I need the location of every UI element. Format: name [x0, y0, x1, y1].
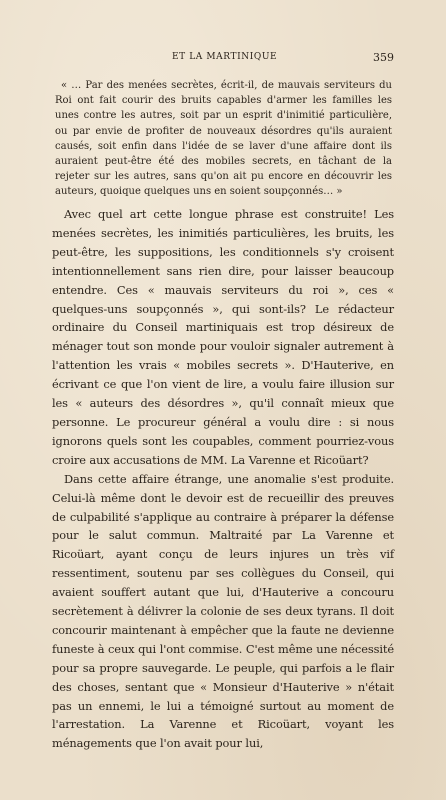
running-title: ET LA MARTINIQUE — [172, 52, 278, 62]
paragraph-1: Avec quel art cette longue phrase est construite! Les menées secrètes, les inimitiés particulières, les bruits, les peut-être, les suppositions, les conditionnels s'y croisent intentionnellement sans rien dire, pour laisser beaucoup entendre. Ces « mauvais serviteurs du roi », ces « quelques-uns soupçonnés », qui sont-ils? Le rédacteur ordinaire du Conseil martiniquais est trop désireux de ménager tout son monde pour vouloir signaler autrement à l'attention les vrais « mobiles secrets ». D'Hauterive, en écrivant ce que l'on vient de lire, a voulu faire illusion sur les « auteurs des désordres », qu'il connaît mieux que personne. Le procureur général a voulu dire : si nous ignorons quels sont les coupables, comment pourriez-vous croire aux accusations de MM. La Varenne et Ricoüart? — [52, 207, 394, 467]
body-text — [52, 205, 394, 753]
running-head — [52, 52, 394, 68]
paragraph-2: Dans cette affaire étrange, une anomalie s'est produite. Celui-là même dont le devoir est de recueillir des preuves de culpabilité s'applique au contraire à préparer la défense pour le salut commun. Maltraité par La Varenne et Ricoüart, ayant conçu de leurs injures un très vif ressentiment, soutenu par ses collègues du Conseil, qui avaient souffert autant que lui, d'Hauterive a concouru secrètement à délivrer la colonie de ses deux tyrans. Il doit concourir maintenant à empêcher que la faute ne devienne funeste à ceux qui l'ont commise. C'est même une nécessité pour sa propre sauvegarde. Le peuple, qui parfois a le flair des choses, sentant que « Monsieur d'Hauterive » n'était pas un ennemi, le lui a témoigné surtout au moment de l'arrestation. La Varenne et Ricoüart, voyant les ménagements que l'on avait pour lui, — [52, 471, 394, 751]
quoted-passage: « … Par des menées secrètes, écrit-il, de mauvais serviteurs du Roi ont fait courir des bruits capables d'armer les familles les unes contre les autres, soit par un esprit d'inimitié particulière, ou par envie de profiter de nouveaux désordres qu'ils auraient causés, soit enfin dans l'idée de se laver d'une affaire dont ils auraient peut-être été des mobiles secrets, en tâchant de la rejeter sur les autres, sans qu'on ait pu encore en découvrir les auteurs, quoique quelques uns en soient soupçonnés… » — [55, 80, 392, 198]
page-number: 359 — [373, 51, 394, 64]
